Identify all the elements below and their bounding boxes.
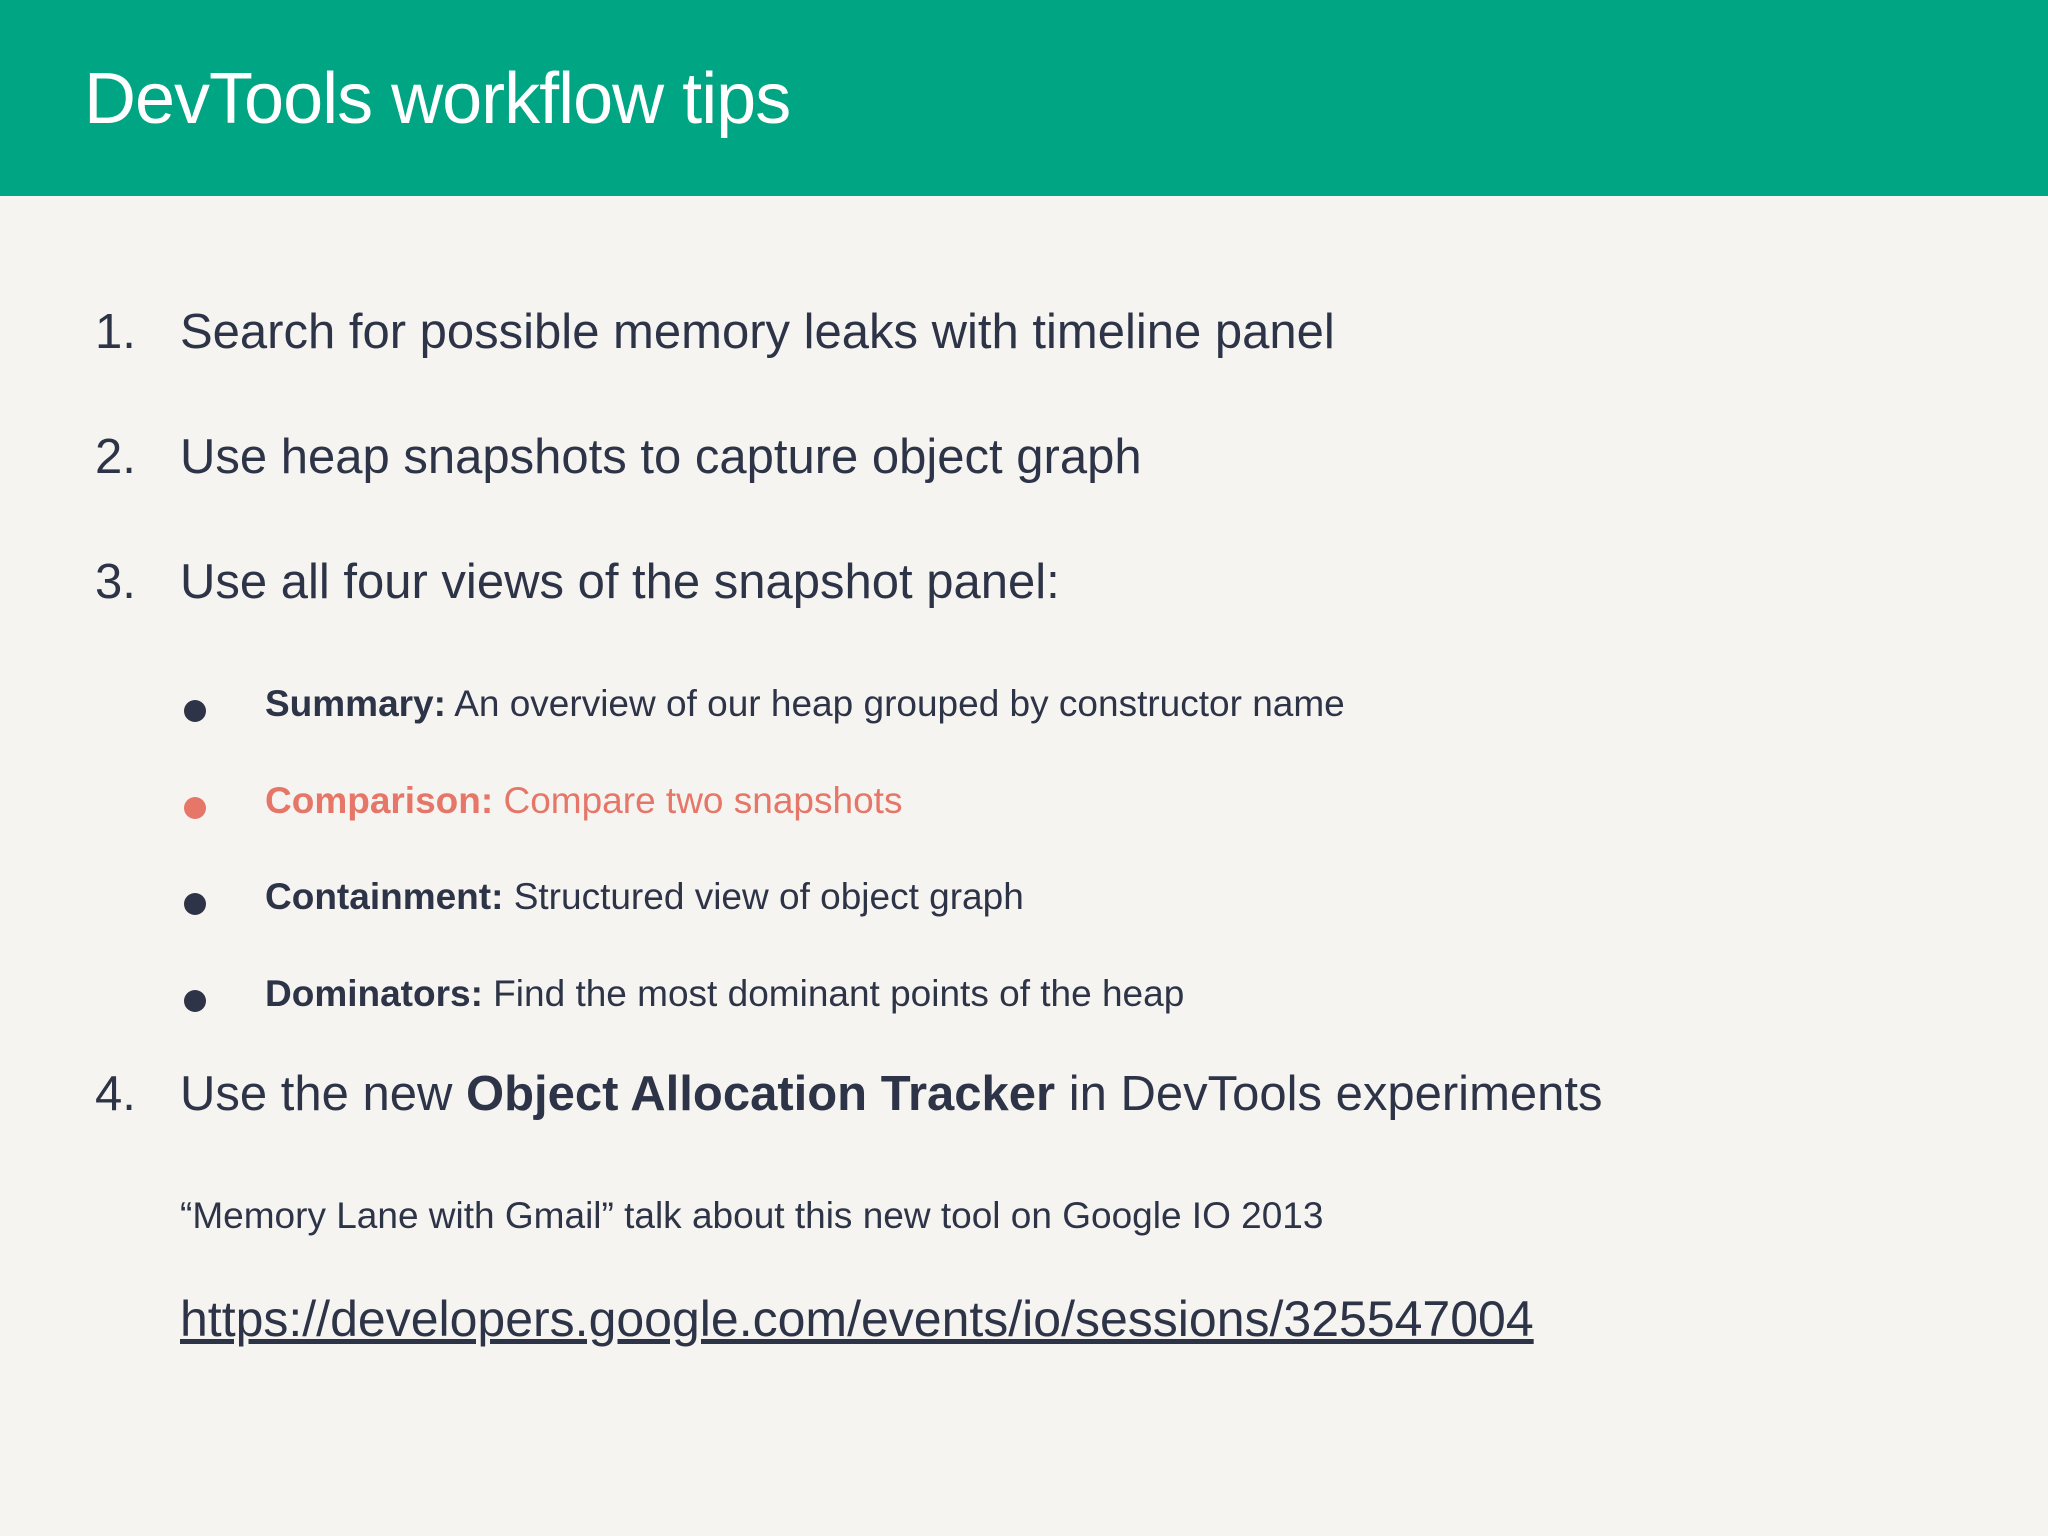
bullet-label: Summary: — [265, 683, 446, 724]
item-number: 1. — [95, 305, 136, 359]
bullet-text: Find the most dominant points of the heap — [482, 973, 1185, 1014]
talk-note: “Memory Lane with Gmail” talk about this new tool on Google IO 2013 — [180, 1195, 1324, 1236]
list-item-4 — [95, 1067, 1603, 1121]
list-item-3 — [95, 555, 1060, 609]
slide-header — [0, 0, 2048, 196]
list-item-1 — [95, 305, 1335, 359]
item-number: 4. — [95, 1067, 136, 1121]
bullet-dot-icon — [184, 700, 206, 722]
list-item-2 — [95, 430, 1142, 484]
bullet-label: Dominators: — [265, 973, 483, 1014]
item-number: 2. — [95, 430, 136, 484]
item-text-post: in DevTools experiments — [1055, 1067, 1603, 1121]
bullet-text: Structured view of object graph — [503, 876, 1024, 917]
item-text-pre: Use the new — [180, 1067, 466, 1121]
bullet-dot-icon — [184, 797, 206, 819]
bullet-dot-icon — [184, 893, 206, 915]
slide-title: DevTools workflow tips — [84, 59, 791, 139]
item-number: 3. — [95, 555, 136, 609]
bullet-text: An overview of our heap grouped by constructor name — [445, 683, 1345, 724]
item-text: Search for possible memory leaks with timeline panel — [180, 305, 1335, 359]
item-text: Use heap snapshots to capture object graph — [180, 430, 1142, 484]
bullet-text: Compare two snapshots — [493, 780, 903, 821]
bullet-label: Comparison: — [265, 780, 494, 821]
item-text-bold: Object Allocation Tracker — [466, 1067, 1056, 1121]
bullet-dot-icon — [184, 990, 206, 1012]
session-link[interactable]: https://developers.google.com/events/io/sessions/325547004 — [180, 1291, 1534, 1347]
item-text: Use all four views of the snapshot panel: — [180, 555, 1060, 609]
bullet-label: Containment: — [265, 876, 504, 917]
